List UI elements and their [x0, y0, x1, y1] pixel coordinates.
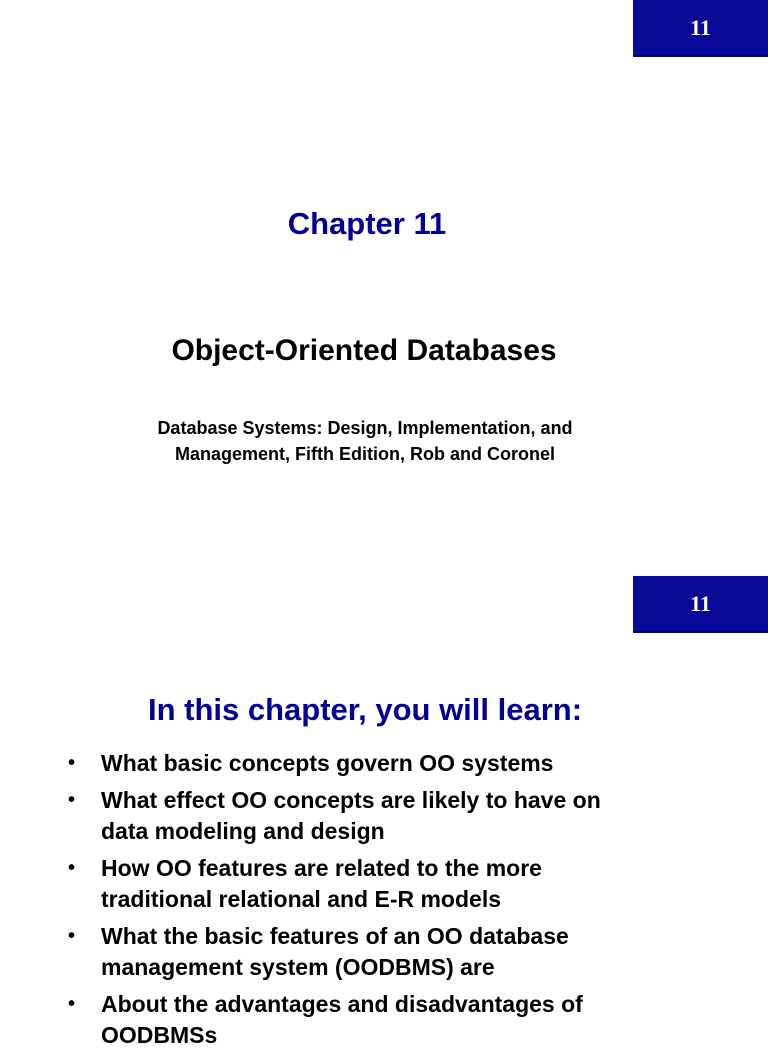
chapter-title: Chapter 11 [287, 206, 447, 241]
list-item [68, 989, 728, 1051]
objective-line: traditional relational and E-R models [101, 886, 502, 912]
objective-line: How OO features are related to the more [101, 855, 542, 881]
objective-line: What the basic features of an OO database [101, 923, 569, 949]
objective-line: What effect OO concepts are likely to have on [101, 787, 601, 813]
bullet-icon: • [68, 925, 76, 947]
objectives-list [68, 748, 728, 1057]
bullet-icon: • [68, 752, 76, 774]
list-item [68, 921, 728, 983]
book-credit-line: Database Systems: Design, Implementation, and [157, 418, 573, 438]
bullet-icon: • [68, 857, 76, 879]
objective-line: data modeling and design [101, 818, 385, 844]
chapter-number-badge: 11 [633, 0, 768, 57]
book-credit [0, 415, 730, 467]
objective-line: What basic concepts govern OO systems [101, 750, 554, 776]
objective-line: OODBMSs [101, 1022, 218, 1048]
list-item [68, 748, 728, 779]
bullet-icon: • [68, 993, 76, 1015]
chapter-number-badge: 11 [633, 576, 768, 633]
book-credit-line: Management, Fifth Edition, Rob and Coronel [175, 444, 555, 464]
objective-line: About the advantages and disadvantages of [101, 991, 583, 1017]
objective-line: management system (OODBMS) are [101, 954, 495, 980]
bullet-icon: • [68, 789, 76, 811]
list-item [68, 853, 728, 915]
objectives-slide [0, 576, 768, 1048]
objectives-heading: In this chapter, you will learn: [147, 692, 583, 727]
list-item [68, 785, 728, 847]
chapter-subtitle: Object-Oriented Databases [171, 334, 557, 367]
